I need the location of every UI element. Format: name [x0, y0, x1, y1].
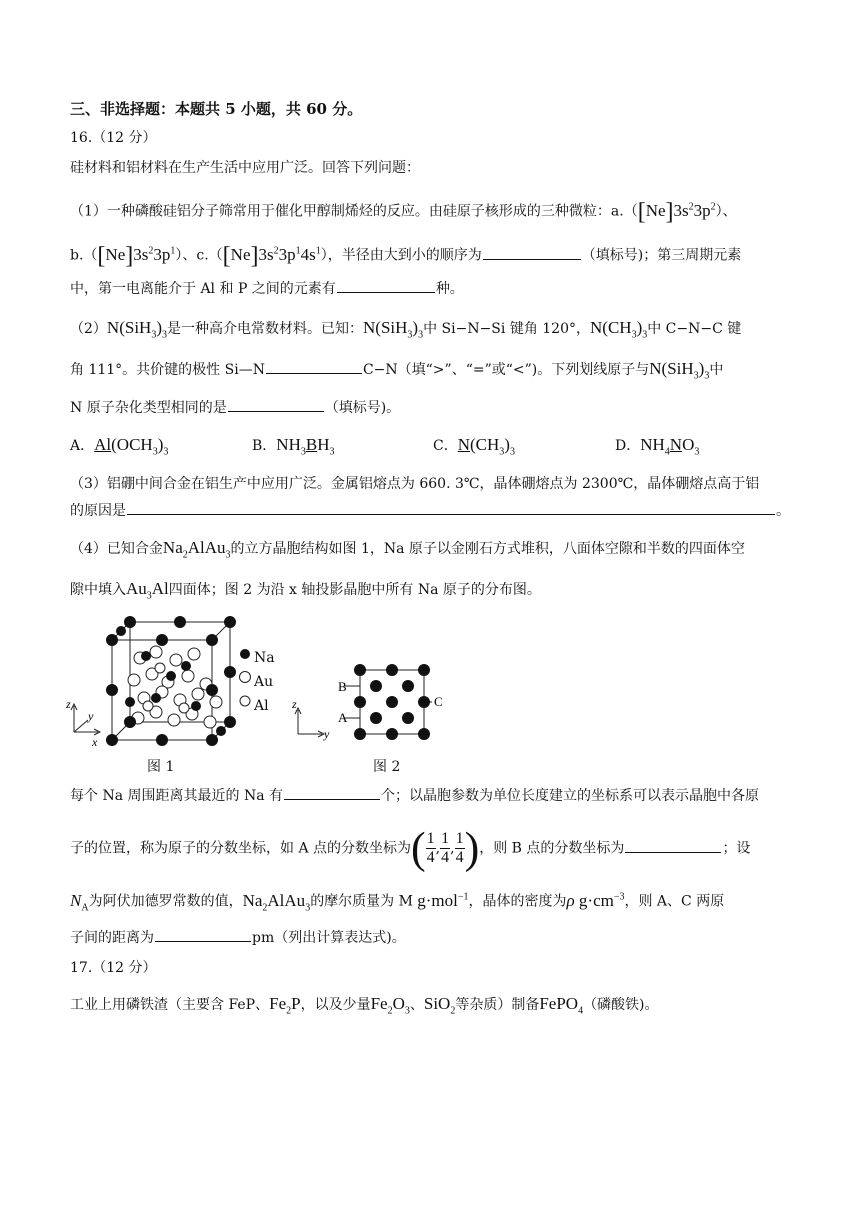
part-4-line-5: $N_A$为阿伏加德罗常数的值，$Na_2AlAu_3$的摩尔质量为 M g·mol$^{-1}$，晶体的密度为ρ $g\cdot cm^{-3}$，则 A、C 两原 — [70, 890, 725, 914]
part-2-line-3: N 原子杂化类型相同的是 （填标号)。 — [70, 397, 400, 418]
figure-1-caption: 图 1 — [147, 759, 175, 775]
answer-blank[interactable] — [155, 927, 251, 942]
figure-2-projection — [290, 650, 450, 750]
label-a: A — [338, 710, 348, 725]
question-16-header: 16.（12 分） — [70, 130, 157, 146]
part-1-line-3: 中，第一电离能介于 Al 和 P 之间的元素有 种。 — [70, 278, 464, 299]
svg-text:z: z — [66, 697, 71, 711]
question-17-header: 17.（12 分） — [70, 960, 157, 976]
option-b[interactable]: B．$NH_3BH_3$ — [252, 435, 335, 458]
option-c[interactable]: C．$N(CH_3)_3$ — [433, 435, 515, 458]
answer-blank[interactable] — [228, 397, 324, 412]
answer-blank[interactable] — [266, 359, 362, 374]
part-4-line-6: 子间的距离为 pm（列出计算表达式)。 — [70, 927, 406, 948]
part-2-line-1: $(2)N(SiH_3)_3$是一种高介电常数材料。已知：$N(SiH_3)_3$中 Si−N−Si 键角 120°，$N(CH_3)_3$中 C−N−C 键 — [70, 318, 742, 341]
answer-blank[interactable] — [127, 500, 775, 515]
question-17-text: 工业上用磷铁渣（主要含 FeP、$Fe_2P$，以及少量$Fe_2O_3$、SiO$_2$等杂质）制备FePO$_4$（磷酸铁)。 — [70, 994, 659, 1017]
answer-blank[interactable] — [337, 278, 435, 293]
part-1-line-2: $b.([Ne]3s^23p^1)$、$c.([Ne]3s^23p^14s^1)$，半径由大到小的顺序为 （填标号)；第三周期元素 — [70, 242, 742, 269]
legend-na: Na — [254, 650, 275, 666]
option-d[interactable]: D．$NH_4NO_3$ — [615, 435, 700, 458]
svg-text:x: x — [92, 735, 98, 749]
answer-blank[interactable] — [284, 785, 380, 800]
figure-1-legend — [254, 646, 275, 718]
section-title: 三、非选择题：本题共 5 小题，共 60 分。 — [70, 100, 363, 118]
part-3-line-2: 的原因是 。 — [70, 500, 790, 521]
option-a[interactable]: A．$Al(OCH_3)_3$ — [70, 435, 169, 458]
label-b: B — [338, 679, 347, 694]
part-1-line-1: （1）一种磷酸硅铝分子筛常用于催化甲醇制烯烃的反应。由硅原子核形成的三种微粒：$a.([Ne]3s^23p^2)$、 — [70, 198, 737, 225]
part-4-line-4: 子的位置，称为原子的分数坐标，如 A 点的分数坐标为( $\frac{1}{4}$ , $\frac{1}{4}$ , $\frac{1}{4}$ )，则 B 点的分数坐标为 ；设 — [70, 823, 751, 873]
part-4-line-2: 隙中填入$Au_3Al$四面体；图 2 为沿 x 轴投影晶胞中所有 Na 原子的分布图。 — [70, 579, 541, 602]
label-c: C — [434, 694, 443, 709]
answer-blank[interactable] — [625, 838, 721, 853]
figure-2-caption: 图 2 — [373, 759, 401, 775]
legend-au: Au — [254, 674, 274, 690]
answer-blank[interactable] — [483, 245, 581, 260]
svg-text:z: z — [292, 697, 297, 711]
question-16-intro: 硅材料和铝材料在生产生活中应用广泛。回答下列问题： — [70, 160, 420, 176]
part-4-line-1: （4）已知合金$Na_2AlAu_3$的立方晶胞结构如图 1，Na 原子以金刚石方式堆积，八面体空隙和半数的四面体空 — [70, 538, 745, 561]
svg-text:y: y — [88, 709, 94, 723]
part-4-line-3: 每个 Na 周围距离其最近的 Na 有 个；以晶胞参数为单位长度建立的坐标系可以表示晶胞中各原 — [70, 785, 759, 806]
axes-xyz — [71, 704, 100, 735]
svg-text:y: y — [324, 727, 330, 741]
part-3-line-1: （3）铝硼中间合金在铝生产中应用广泛。金属铝熔点为 660. 3℃，晶体硼熔点为 2300℃，晶体硼熔点高于铝 — [70, 476, 760, 492]
part-2-line-2: 角 111°。共价键的极性 Si—N C−N（填“>”、“=”或“<”)。下列划线原子与$N(SiH_3)_3$中 — [70, 359, 724, 382]
legend-al: Al — [254, 698, 269, 714]
na-projected-atoms — [354, 664, 430, 740]
